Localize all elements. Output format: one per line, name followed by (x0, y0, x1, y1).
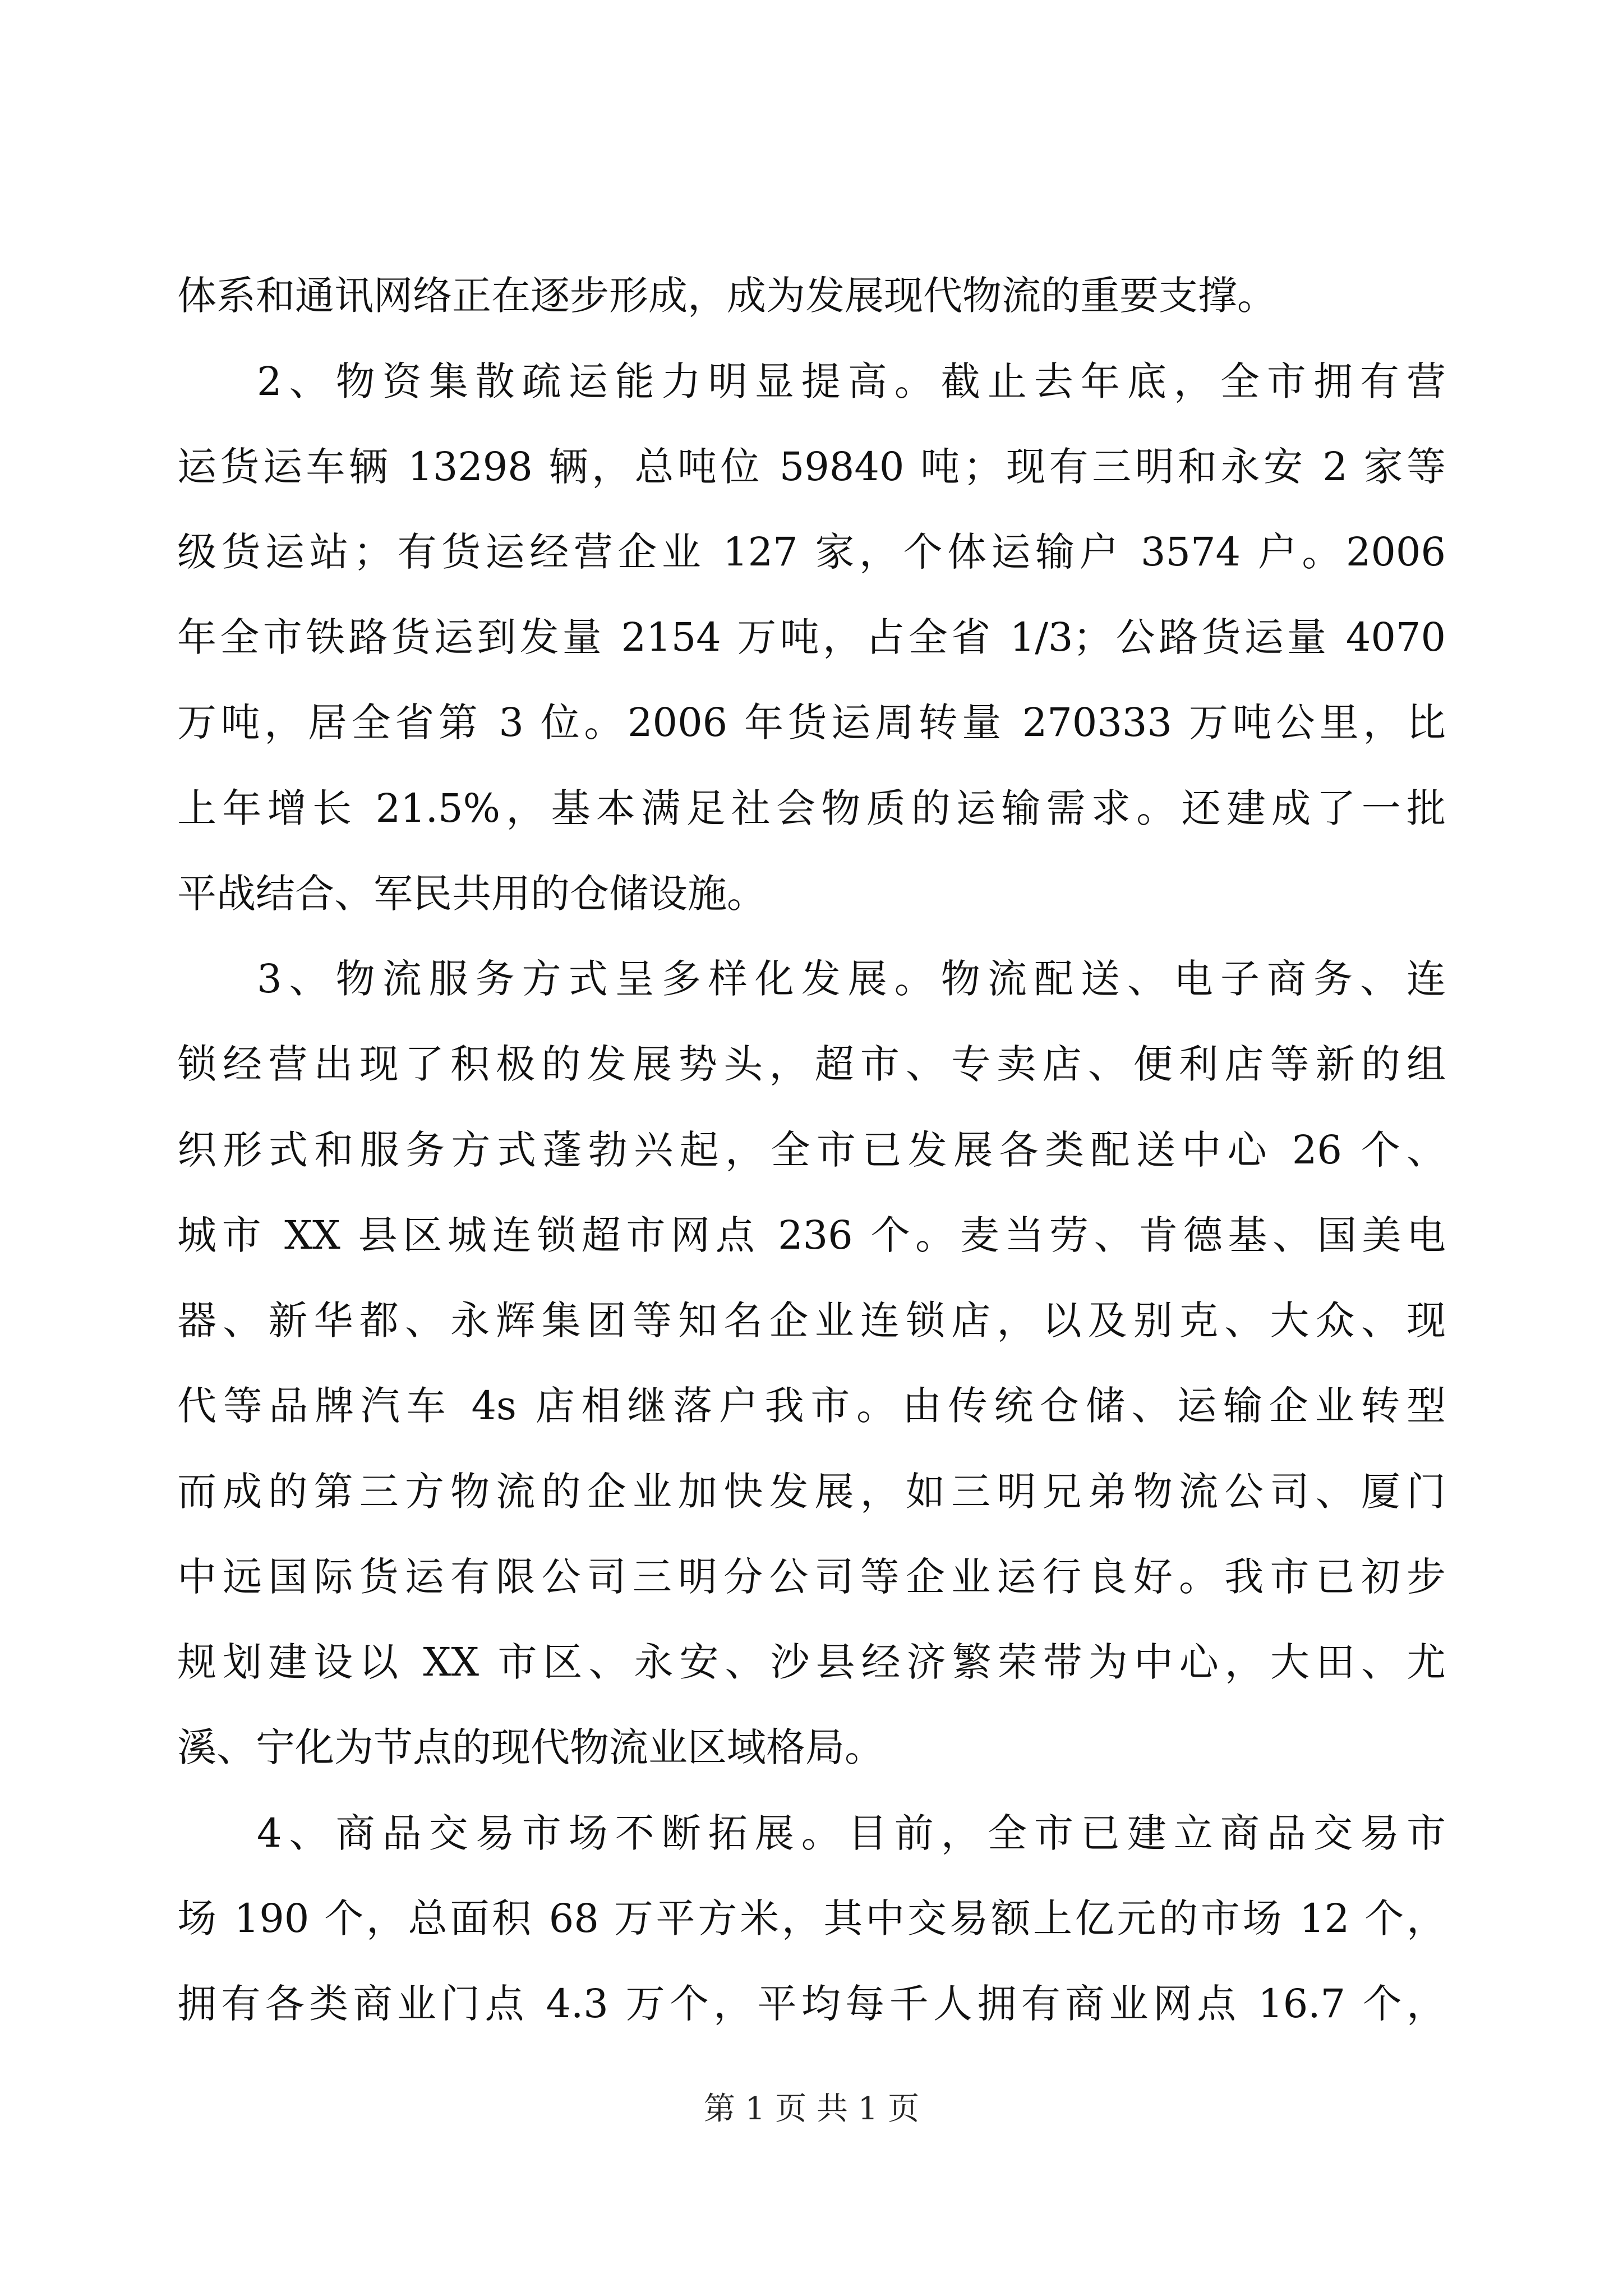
text-line: 2、物资集散疏运能力明显提高。截止去年底，全市拥有营 (257, 358, 1446, 404)
text-line: 运货运车辆 13298 辆，总吨位 59840 吨；现有三明和永安 2 家等 (177, 444, 1446, 490)
text-line: 织形式和服务方式蓬勃兴起，全市已发展各类配送中心 26 个、 (177, 1127, 1446, 1173)
text-line: 级货运站；有货运经营企业 127 家，个体运输户 3574 户。2006 (177, 529, 1446, 575)
text-line: 3、物流服务方式呈多样化发展。物流配送、电子商务、连 (257, 956, 1446, 1002)
text-line: 中远国际货运有限公司三明分公司等企业运行良好。我市已初步 (177, 1554, 1446, 1600)
text-line: 溪、宁化为节点的现代物流业区域格局。 (177, 1724, 884, 1770)
text-line: 器、新华都、永辉集团等知名企业连锁店，以及别克、大众、现 (177, 1297, 1446, 1343)
text-line: 平战结合、军民共用的仓储设施。 (177, 871, 766, 917)
text-line: 代等品牌汽车 4s 店相继落户我市。由传统仓储、运输企业转型 (177, 1383, 1446, 1429)
page-footer: 第 1 页 共 1 页 (703, 2091, 920, 2127)
text-line: 而成的第三方物流的企业加快发展，如三明兄弟物流公司、厦门 (177, 1469, 1446, 1515)
text-line: 锁经营出现了积极的发展势头，超市、专卖店、便利店等新的组 (177, 1041, 1446, 1087)
text-line: 规划建设以 XX 市区、永安、沙县经济繁荣带为中心，大田、尤 (177, 1639, 1446, 1685)
text-line: 场 190 个，总面积 68 万平方米，其中交易额上亿元的市场 12 个， (177, 1895, 1446, 1941)
text-line: 体系和通讯网络正在逐步形成，成为发展现代物流的重要支撑。 (177, 273, 1276, 319)
text-line: 万吨，居全省第 3 位。2006 年货运周转量 270333 万吨公里，比 (177, 700, 1446, 746)
text-line: 年全市铁路货运到发量 2154 万吨，占全省 1/3；公路货运量 4070 (177, 614, 1446, 660)
text-line: 4、商品交易市场不断拓展。目前，全市已建立商品交易市 (257, 1810, 1446, 1856)
text-line: 上年增长 21.5%，基本满足社会物质的运输需求。还建成了一批 (177, 785, 1446, 831)
text-line: 城市 XX 县区城连锁超市网点 236 个。麦当劳、肯德基、国美电 (177, 1212, 1446, 1258)
text-line: 拥有各类商业门点 4.3 万个，平均每千人拥有商业网点 16.7 个， (177, 1981, 1446, 2027)
